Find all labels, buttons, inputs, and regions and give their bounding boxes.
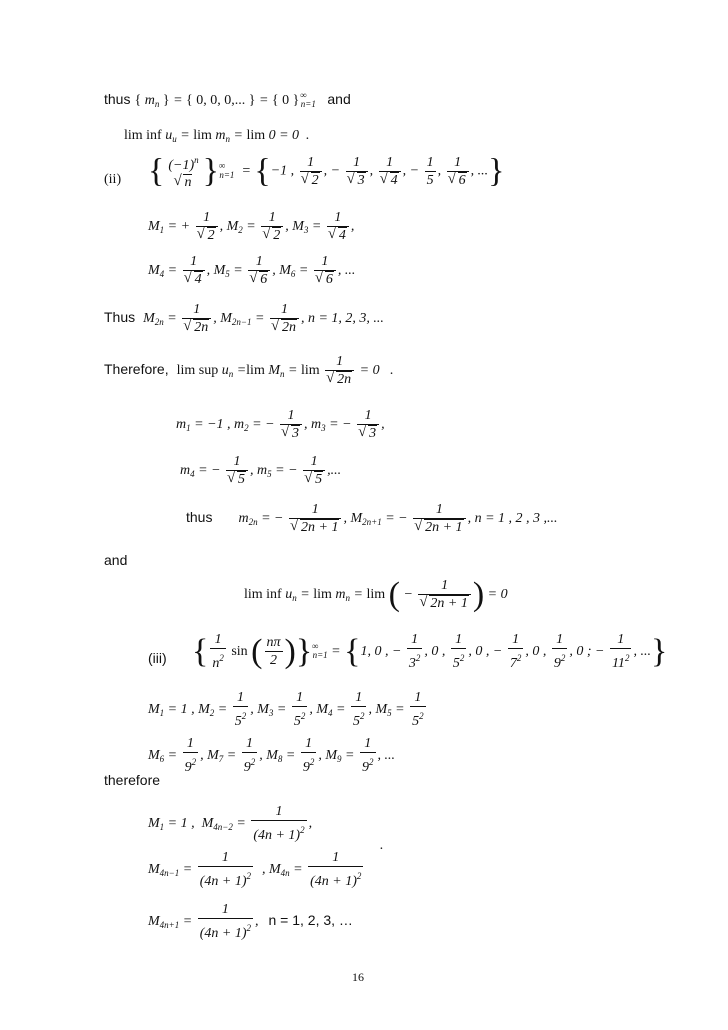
word-and-1: and	[327, 91, 351, 107]
math-M4n-2: $M_1 = 1$ , $M_{4n-2}$ = $\frac{1}{(4n + 1)^2}$ ,	[148, 804, 313, 843]
word-therefore: therefore	[104, 772, 161, 788]
text-n-values: n = 1, 2, 3, …	[268, 912, 353, 929]
math-liminf-2: lim inf $u_n = \lim m_n = \lim$ ( − 1 √ 2n + 1 ) = 0	[244, 578, 508, 612]
word-and-2: and	[104, 552, 128, 568]
math-M6-M9-iii: $M_6$ = $\frac{1}{9^2}$ , $M_7$ = $\frac{1}{9^2}$ , $M_8$ = $\frac{1}{9^2}$ , $M_9$ = $\frac{1}{9^2}$ , ...	[148, 736, 395, 775]
math-sequence-ii: { $(-1)^n$ √ n }$^\infty_{n=1} = \{-1$ , 1 √ 2 , − 1 √ 3 , 1 √ 4 , − $\frac{1}{5}$ , 1 √ 6 , ...}	[148, 152, 504, 191]
math-m4-m5: $m_4$ = − 1 √ 5 , $m_5$ = − 1 √ 5 ,...	[180, 454, 341, 488]
line-liminf-1: lim inf $u_u = \lim m_n = \lim 0 = 0$ .	[124, 128, 310, 144]
line-mn-sequence	[104, 90, 351, 109]
math-M1-M5-iii: $M_1 = 1$ , $M_2$ = $\frac{1}{5^2}$ , $M_3$ = $\frac{1}{5^2}$ , $M_4$ = $\frac{1}{5^2}$ , $M_5$ = $\frac{1}{5^2}$	[148, 690, 424, 729]
math-dot: .	[380, 838, 384, 853]
word-Therefore: Therefore,	[104, 361, 169, 378]
line-M4n+1	[148, 902, 353, 942]
math-limsup: lim sup $u_n =\lim$ $M_n = \lim$ 1 √ 2n = 0 .	[177, 363, 394, 378]
math-M4n-1: $M_{4n-1}$ = $\frac{1}{(4n + 1)^2}$ , $M_{4n}$ = $\frac{1}{(4n + 1)^2}$	[148, 850, 362, 889]
math-M1-M3: $M_1$ = + 1 √ 2 , $M_2$ = 1 √ 2 , $M_3$ = 1 √ 4 ,	[148, 210, 354, 244]
math-mn-set: { $m_n$ } = { 0, 0, 0,... } = { 0 }$^\infty_{n=1}$	[134, 90, 316, 109]
word-thus-2: thus	[186, 509, 213, 526]
page-number: 16	[352, 970, 364, 984]
math-M4-M6: $M_4$ = 1 √ 4 , $M_5$ = 1 √ 6 , $M_6$ = 1 √ 6 , ...	[148, 254, 355, 288]
math-sequence-iii: { $\frac{1}{n^2}$ sin ( $\frac{n\pi}{2}$ )}$^\infty_{n=1} = \{1$, 0 , − $\frac{1}{3^2}$ , 0 , $\frac{1}{5^2}$ , 0 , − $\frac{1}{7^2}$ , 0 , $\frac{1}{9^2}$ , 0 ; − $\frac{1}{11^2}$ , ...}	[192, 632, 668, 671]
word-thus-1: thus	[104, 91, 131, 107]
math-M4n+1: $M_{4n+1}$ = $\frac{1}{(4n + 1)^2}$ ,	[148, 902, 259, 941]
label-ii: (ii)	[104, 172, 122, 187]
math-m1-m3: $m_1 = -1$ , $m_2$ = − 1 √ 3 , $m_3$ = − 1 √ 3 ,	[176, 408, 385, 442]
label-iii: (iii)	[148, 650, 167, 666]
line-thus-M2n	[104, 302, 384, 336]
line-thus-m2n	[186, 502, 558, 536]
line-therefore-limsup	[104, 354, 394, 388]
word-Thus: Thus	[104, 309, 136, 326]
math-m2n: $m_{2n}$ = − 1 √ 2n + 1 , $M_{2n+1}$ = − 1 √ 2n + 1 , n = 1 , 2 , 3 ,...	[238, 511, 557, 526]
math-M2n: $M_{2n}$ = 1 √ 2n , $M_{2n-1}$ = 1 √ 2n , n = 1, 2, 3, ...	[143, 311, 384, 326]
